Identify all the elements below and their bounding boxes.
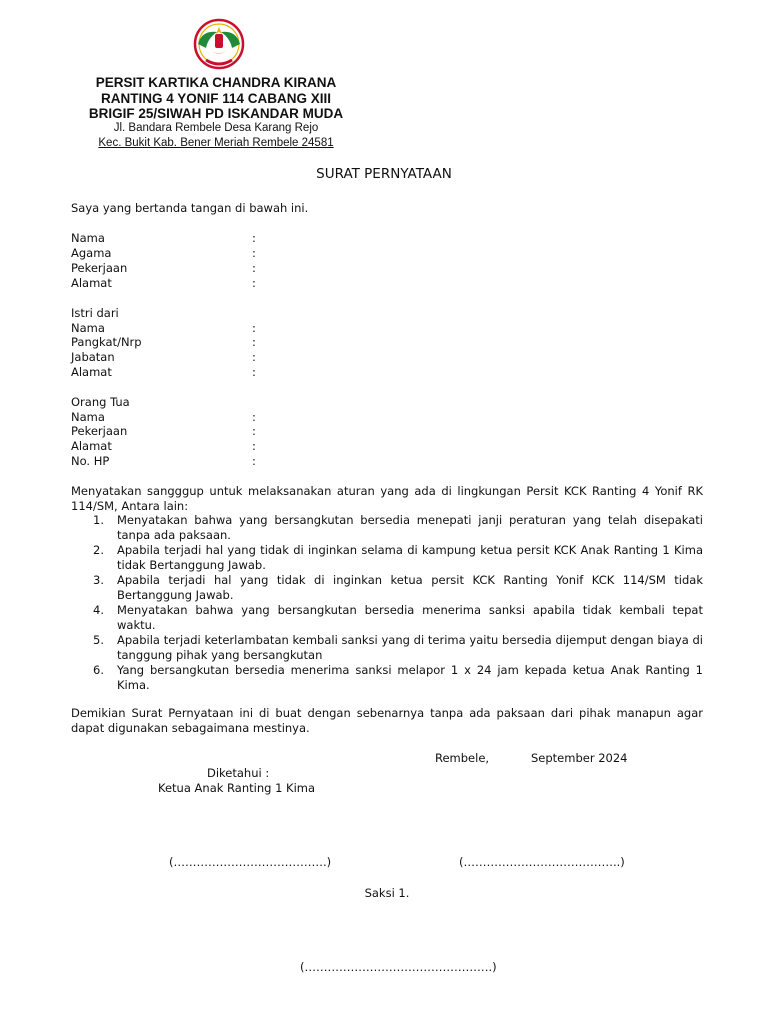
- signature-line-left: (………………………………….): [169, 855, 332, 869]
- field-label: No. HP: [71, 454, 110, 468]
- field-label: Alamat: [71, 439, 112, 453]
- list-item-number: 5.: [93, 633, 104, 647]
- field-colon: :: [252, 424, 256, 438]
- org-name-line2: RANTING 4 YONIF 114 CABANG XIII: [100, 91, 332, 106]
- field-label: Nama: [71, 410, 105, 424]
- signing-place: Rembele,: [435, 751, 490, 765]
- list-item-number: 3.: [93, 573, 104, 587]
- terms-list: [71, 513, 703, 693]
- witness-label: Saksi 1.: [364, 886, 410, 900]
- field-colon: :: [252, 321, 256, 335]
- field-label: Pangkat/Nrp: [71, 335, 142, 349]
- field-colon: :: [252, 350, 256, 364]
- field-colon: :: [252, 439, 256, 453]
- document-title: SURAT PERNYATAAN: [316, 166, 452, 182]
- field-colon: :: [252, 231, 256, 245]
- field-label: Jabatan: [71, 350, 115, 364]
- signature-line-right: (…………………………………..): [459, 855, 625, 869]
- field-colon: :: [252, 276, 256, 290]
- signing-date: September 2024: [531, 751, 628, 765]
- field-label: Nama: [71, 231, 105, 245]
- field-label: Pekerjaan: [71, 261, 128, 275]
- list-item: [71, 633, 703, 663]
- field-colon: :: [252, 261, 256, 275]
- list-item: [71, 513, 703, 543]
- section-heading-parent: Orang Tua: [71, 395, 130, 409]
- list-item-number: 1.: [93, 513, 104, 527]
- org-name-line1: PERSIT KARTIKA CHANDRA KIRANA: [95, 75, 337, 90]
- list-item-text: Yang bersangkutan bersedia menerima sanksi melapor 1 x 24 jam kepada ketua Anak Ranting 1 Kima.: [117, 663, 703, 692]
- org-name-line3: BRIGIF 25/SIWAH PD ISKANDAR MUDA: [88, 106, 344, 121]
- closing-paragraph: Demikian Surat Pernyataan ini di buat dengan sebenarnya tanpa ada paksaan dari pihak manapun agar dapat digunakan sebagaimana mestinya.: [71, 706, 703, 735]
- list-item: [71, 603, 703, 633]
- known-by-title: Ketua Anak Ranting 1 Kima: [158, 781, 316, 795]
- list-item-text: Menyatakan bahwa yang bersangkutan bersedia menerima sanksi apabila tidak kembali tepat waktu.: [117, 603, 703, 632]
- list-item: [71, 573, 703, 603]
- list-item-text: Apabila terjadi hal yang tidak di inginkan ketua persit KCK Ranting Yonif KCK 114/SM tidak Bertanggung Jawab.: [117, 573, 703, 602]
- list-item: [71, 543, 703, 573]
- list-item-number: 6.: [93, 663, 104, 677]
- field-label: Alamat: [71, 365, 112, 379]
- list-item-number: 4.: [93, 603, 104, 617]
- list-item-number: 2.: [93, 543, 104, 557]
- signature-line-witness: (………………………………………….): [300, 960, 497, 974]
- field-colon: :: [252, 365, 256, 379]
- field-label: Pekerjaan: [71, 424, 128, 438]
- field-colon: :: [252, 410, 256, 424]
- field-label: Alamat: [71, 276, 112, 290]
- list-item-text: Apabila terjadi keterlambatan kembali sanksi yang di terima yaitu bersedia dijemput dengan biaya di tanggung pihak yang bersangkutan: [117, 633, 703, 662]
- statement-paragraph: Menyatakan sangggup untuk melaksanakan aturan yang ada di lingkungan Persit KCK Ranting 4 Yonif RK 114/SM, Antara lain:: [71, 484, 703, 513]
- section-heading-spouse: Istri dari: [71, 306, 119, 320]
- org-address-line1: Jl. Bandara Rembele Desa Karang Rejo: [113, 122, 319, 134]
- list-item: [71, 663, 703, 693]
- field-label: Agama: [71, 246, 112, 260]
- known-label: Diketahui :: [207, 766, 270, 780]
- field-colon: :: [252, 246, 256, 260]
- list-item-text: Menyatakan bahwa yang bersangkutan bersedia menepati janji peraturan yang telah disepakati tanpa ada paksaan.: [117, 513, 703, 542]
- organization-logo: [184, 18, 254, 70]
- intro-text: Saya yang bertanda tangan di bawah ini.: [71, 201, 309, 215]
- field-colon: :: [252, 454, 256, 468]
- field-colon: :: [252, 335, 256, 349]
- list-item-text: Apabila terjadi hal yang tidak di inginkan selama di kampung ketua persit KCK Anak Ranting 1 Kima tidak Bertanggung Jawab.: [117, 543, 703, 572]
- field-label: Nama: [71, 321, 105, 335]
- org-address-line2: Kec. Bukit Kab. Bener Meriah Rembele 24581: [98, 137, 334, 149]
